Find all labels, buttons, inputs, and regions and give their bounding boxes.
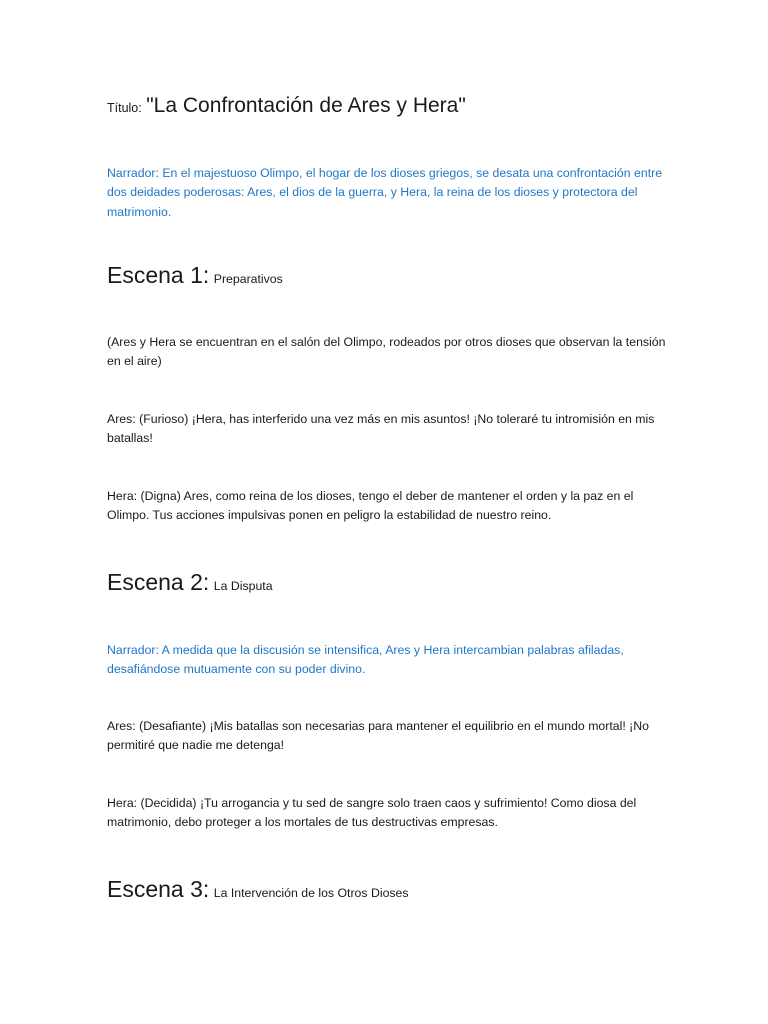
scene-2-ares-line: Ares: (Desafiante) ¡Mis batallas son necesarias para mantener el equilibrio en el mundo mortal! ¡No permitiré que nadie me detenga! — [107, 719, 649, 753]
scene-1-subtitle: Preparativos — [213, 272, 283, 286]
title-main: "La Confrontación de Ares y Hera" — [146, 94, 466, 117]
scene-1-ares-line: Ares: (Furioso) ¡Hera, has interferido una vez más en mis asuntos! ¡No toleraré tu intromisión en mis batallas! — [107, 412, 655, 446]
scene-3-number: Escena 3: — [107, 876, 210, 902]
scene-1-heading — [107, 262, 283, 289]
title-prefix: Título: — [107, 101, 142, 115]
scene-3-heading — [107, 876, 409, 903]
scene-3-subtitle: La Intervención de los Otros Dioses — [213, 886, 409, 900]
scene-2-hera-line: Hera: (Decidida) ¡Tu arrogancia y tu sed de sangre solo traen caos y sufrimiento! Como diosa del matrimonio, debo proteger a los mortales de tus destructivas empresas. — [107, 796, 637, 830]
scene-2-narrator: Narrador: A medida que la discusión se intensifica, Ares y Hera intercambian palabras afiladas, desafiándose mutuamente con su poder divino. — [107, 643, 624, 677]
scene-2-number: Escena 2: — [107, 569, 210, 595]
narrator-intro: Narrador: En el majestuoso Olimpo, el hogar de los dioses griegos, se desata una confrontación entre dos deidades poderosas: Ares, el dios de la guerra, y Hera, la reina de los dioses y protectora del matrimonio. — [107, 166, 663, 219]
scene-1-hera-line: Hera: (Digna) Ares, como reina de los dioses, tengo el deber de mantener el orden y la paz en el Olimpo. Tus acciones impulsivas ponen en peligro la estabilidad de nuestro reino. — [107, 489, 634, 523]
scene-2-heading — [107, 569, 273, 596]
scene-2-subtitle: La Disputa — [213, 579, 273, 593]
scene-1-stage-direction: (Ares y Hera se encuentran en el salón del Olimpo, rodeados por otros dioses que observan la tensión en el aire) — [107, 335, 666, 369]
document-title — [107, 94, 466, 118]
scene-1-number: Escena 1: — [107, 262, 210, 288]
